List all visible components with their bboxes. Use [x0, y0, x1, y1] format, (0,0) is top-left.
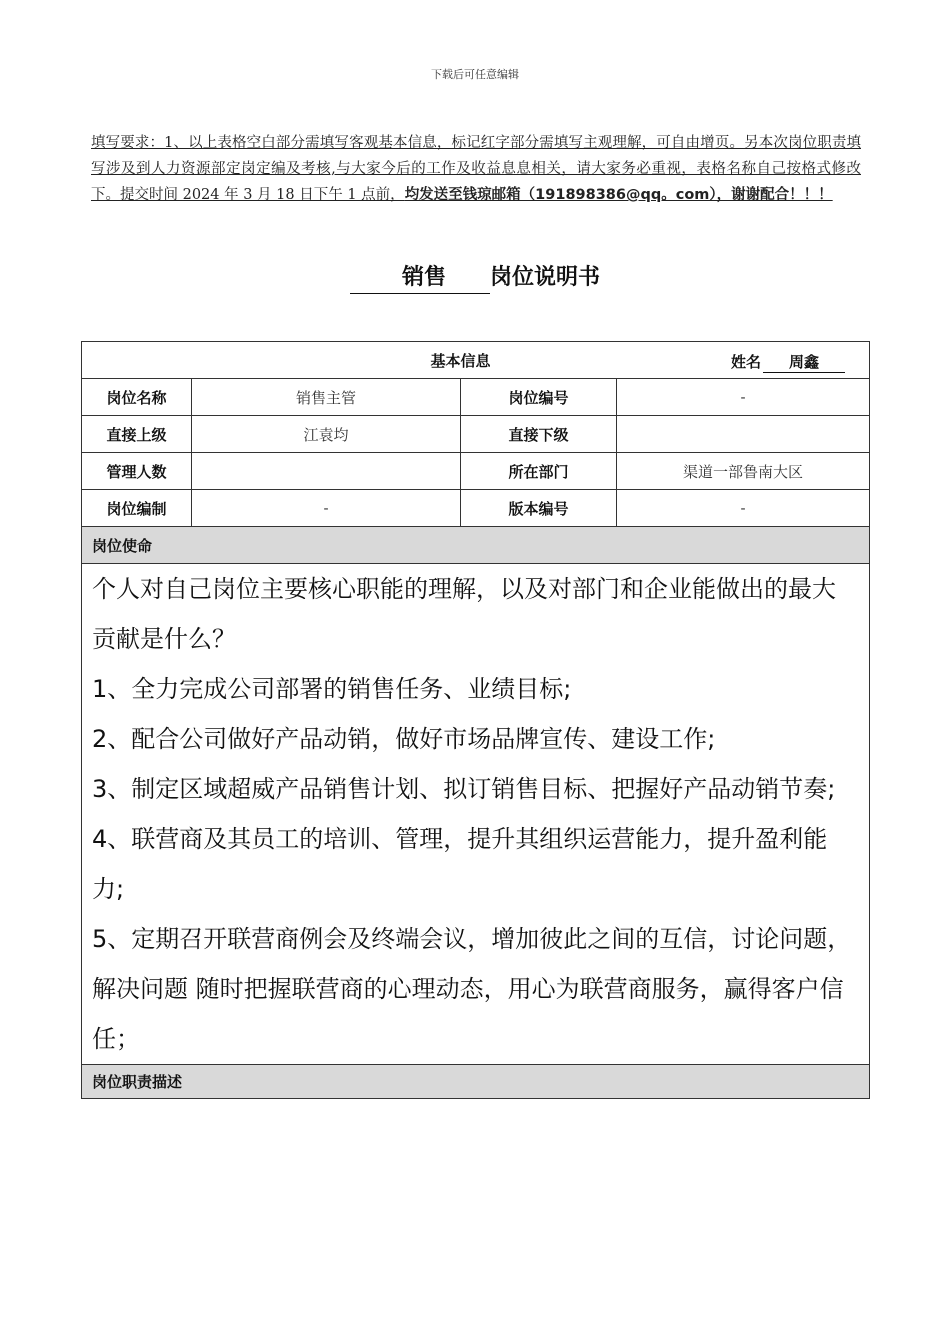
- fill-requirements-notice: [91, 130, 861, 208]
- name-field: [731, 351, 845, 373]
- notice-text: 填写要求：1、以上表格空白部分需填写客观基本信息，标记红字部分需填写主观理解，可自由增页。另本次岗位职责填写涉及到人力资源部定岗定编及考核,与大家今后的工作及收益息息相关，请大家务必重视，表格名称自己按格式修改下。提交时间 2024 年 3 月 18 日下午 1 点前，: [91, 135, 861, 203]
- field-value[interactable]: 销售主管: [192, 379, 461, 416]
- title-suffix: 岗位说明书: [490, 265, 601, 290]
- field-label: 直接上级: [82, 416, 192, 453]
- page-header-note: 下载后可任意编辑: [431, 68, 519, 81]
- notice-submit-instruction: 均发送至钱琼邮箱（191898386@qq。com），谢谢配合！！！: [404, 187, 833, 203]
- basic-info-row: [82, 342, 870, 379]
- basic-info-label: 基本信息: [430, 351, 491, 370]
- field-value[interactable]: -: [617, 490, 870, 527]
- field-label: 直接下级: [461, 416, 617, 453]
- name-value[interactable]: 周鑫: [763, 351, 845, 373]
- duties-header: 岗位职责描述: [82, 1065, 870, 1099]
- mission-content-row: [82, 564, 870, 1065]
- document-title: [0, 260, 950, 294]
- mission-header-row: [82, 527, 870, 564]
- table-row: [82, 453, 870, 490]
- field-label: 岗位编制: [82, 490, 192, 527]
- mission-line: 5、定期召开联营商例会及终端会议，增加彼此之间的互信，讨论问题，解决问题 随时把握联营商的心理动态，用心为联营商服务，赢得客户信任；: [92, 925, 852, 1053]
- mission-text-block: [92, 564, 859, 1064]
- field-value[interactable]: -: [617, 379, 870, 416]
- basic-info-cell: [82, 342, 870, 379]
- field-label: 岗位编号: [461, 379, 617, 416]
- title-position-word: 销售: [350, 260, 490, 294]
- job-description-table: [81, 341, 870, 1099]
- field-value[interactable]: 渠道一部鲁南大区: [617, 453, 870, 490]
- field-label: 管理人数: [82, 453, 192, 490]
- field-value[interactable]: [617, 416, 870, 453]
- mission-line: 3、制定区域超威产品销售计划、拟订销售目标、把握好产品动销节奏;: [92, 775, 836, 803]
- field-value[interactable]: -: [192, 490, 461, 527]
- mission-line: 个人对自己岗位主要核心职能的理解，以及对部门和企业能做出的最大贡献是什么？: [92, 575, 836, 653]
- field-value[interactable]: 江袁均: [192, 416, 461, 453]
- field-value[interactable]: [192, 453, 461, 490]
- mission-line: 4、联营商及其员工的培训、管理，提升其组织运营能力，提升盈利能力;: [92, 825, 828, 903]
- mission-line: 1、全力完成公司部署的销售任务、业绩目标;: [92, 675, 572, 703]
- table-row: [82, 379, 870, 416]
- name-label: 姓名: [730, 353, 761, 371]
- table-row: [82, 490, 870, 527]
- table-row: [82, 416, 870, 453]
- duties-header-row: [82, 1065, 870, 1099]
- mission-content[interactable]: [82, 564, 870, 1065]
- field-label: 岗位名称: [82, 379, 192, 416]
- field-label: 版本编号: [461, 490, 617, 527]
- mission-line: 2、配合公司做好产品动销，做好市场品牌宣传、建设工作;: [92, 725, 716, 753]
- field-label: 所在部门: [461, 453, 617, 490]
- mission-header: 岗位使命: [82, 527, 870, 564]
